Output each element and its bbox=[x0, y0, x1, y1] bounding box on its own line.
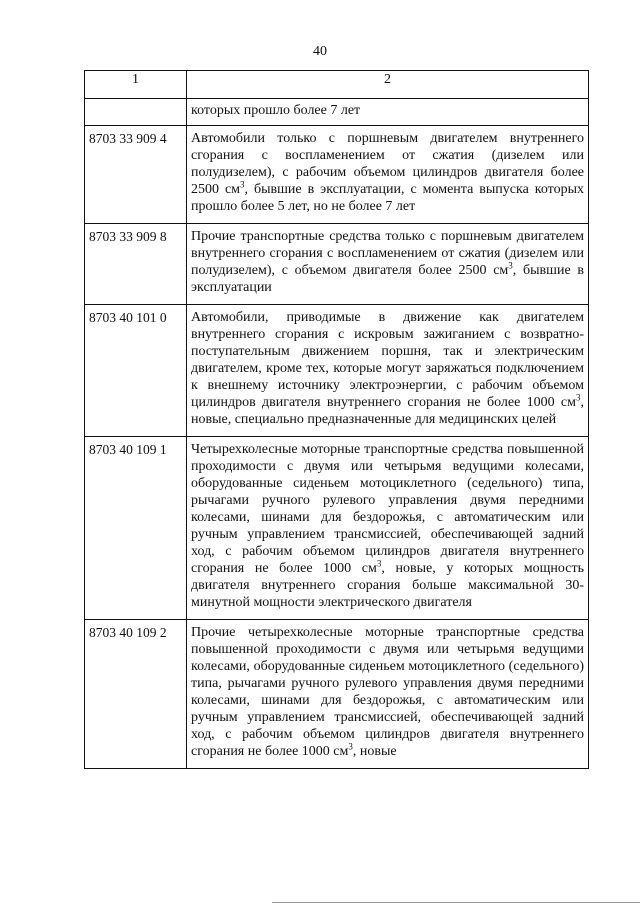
description-text-tail: , новые, у которых мощность двигателя внутреннего сгорания больше максимальной 30-минутной мощности электрического двигателя bbox=[191, 561, 584, 610]
superscript: 3 bbox=[508, 260, 513, 271]
superscript: 3 bbox=[348, 741, 353, 752]
description-text-tail: , новые, специально предназначенные для медицинских целей bbox=[191, 395, 584, 427]
table-row bbox=[85, 305, 589, 437]
code-cell: 8703 40 101 0 bbox=[85, 305, 187, 437]
description-text-tail: , бывшие в эксплуатации bbox=[191, 263, 584, 295]
description-text: Прочие транспортные средства только с поршневым двигателем внутреннего сгорания с воспламенением от сжатия (дизелем или полудизелем), с объемом двигателя более 2500 см bbox=[191, 229, 584, 278]
description-text: Четырехколесные моторные транспортные средства повышенной проходимости с двумя или четырьмя ведущими колесами, оборудованные сиденьем мотоциклетного (седельного) типа, рычагами ручного рулевого управления двумя передними колесами, шинами для бездорожья, с автоматическим или ручным управлением трансмиссией, обеспечивающей задний ход, с рабочим объемом цилиндров двигателя внутреннего сгорания не более 1000 см bbox=[191, 442, 584, 576]
scan-edge-divider bbox=[272, 902, 640, 903]
description-text: Прочие четырехколесные моторные транспортные средства повышенной проходимости с двумя или четырьмя ведущими колесами, оборудованные сиденьем мотоциклетного (седельного) типа, рычагами ручного рулевого управления двумя передними колесами, шинами для бездорожья, с автоматическим или ручным управлением трансмиссией, обеспечивающей задний ход, с рабочим объемом цилиндров двигателя внутреннего сгорания не более 1000 см bbox=[191, 625, 584, 759]
table-row bbox=[85, 620, 589, 769]
code-cell: 8703 40 109 1 bbox=[85, 437, 187, 620]
superscript: 3 bbox=[376, 558, 382, 569]
code-cell: 8703 40 109 2 bbox=[85, 620, 187, 769]
page-number: 40 bbox=[313, 44, 327, 59]
code-cell: 8703 33 909 4 bbox=[85, 126, 187, 224]
code-cell-empty bbox=[85, 99, 187, 126]
table-row bbox=[85, 437, 589, 620]
description-text: Автомобили только с поршневым двигателем внутреннего сгорания с воспламенением от сжатия (дизелем или полудизелем), с рабочим объемом цилиндров двигателя более 2500 см bbox=[191, 131, 584, 197]
superscript: 3 bbox=[576, 392, 581, 403]
table-row-continuation bbox=[85, 99, 589, 126]
table-header-row bbox=[85, 71, 589, 99]
description-cell bbox=[187, 224, 589, 305]
description-cell bbox=[187, 126, 589, 224]
table-row bbox=[85, 224, 589, 305]
column-header-code: 1 bbox=[85, 71, 187, 99]
description-cell bbox=[187, 437, 589, 620]
description-text: Автомобили, приводимые в движение как двигателем внутреннего сгорания с искровым зажиганием с возвратно-поступательным движением поршня, так и электрическим двигателем, кроме тех, которые могут заряжаться подключением к внешнему источнику электроэнергии, с рабочим объемом цилиндров двигателя внутреннего сгорания не более 1000 см bbox=[191, 310, 584, 410]
tariff-codes-table bbox=[84, 70, 589, 769]
description-text-tail: , новые bbox=[352, 744, 397, 759]
description-cell bbox=[187, 620, 589, 769]
description-text-tail: , бывшие в эксплуатации, с момента выпуска которых прошло более 5 лет, но не более 7 лет bbox=[191, 182, 584, 214]
column-header-description: 2 bbox=[187, 71, 589, 99]
table-row bbox=[85, 126, 589, 224]
description-cell bbox=[187, 305, 589, 437]
code-cell: 8703 33 909 8 bbox=[85, 224, 187, 305]
superscript: 3 bbox=[240, 179, 245, 190]
description-cell: которых прошло более 7 лет bbox=[187, 99, 589, 126]
